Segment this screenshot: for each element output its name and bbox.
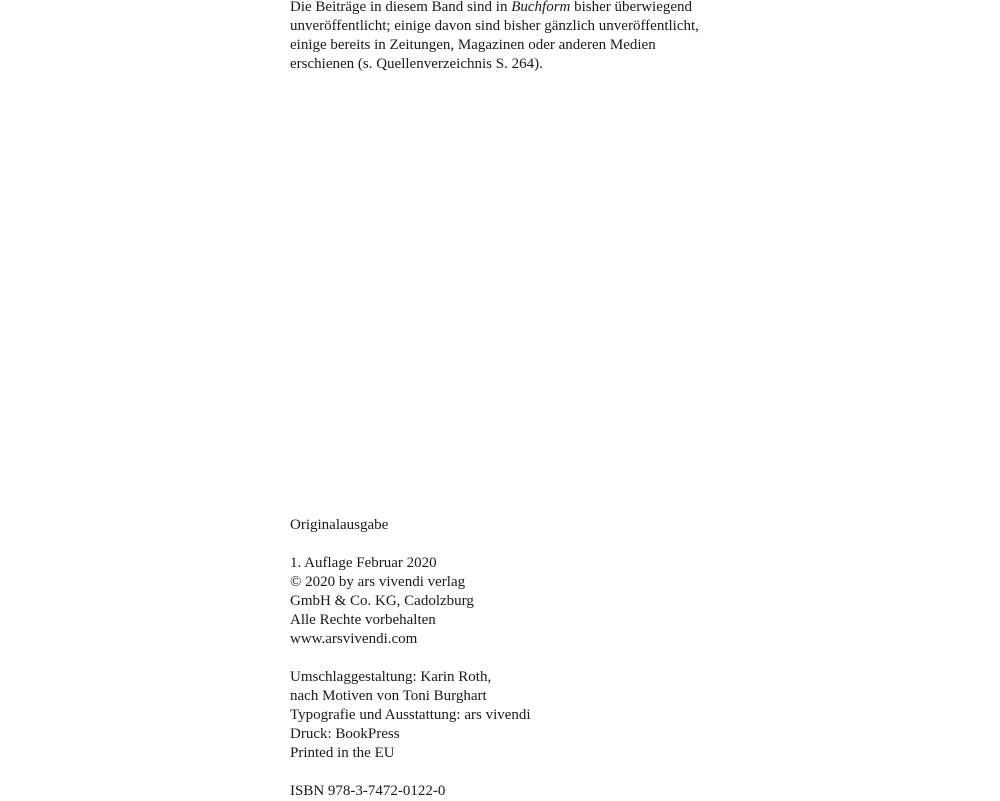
intro-text: [290, 0, 730, 74]
intro-line-4: erschienen (s. Quellenverzeichnis S. 264).: [290, 56, 543, 72]
spacer: [290, 649, 730, 668]
edition-type: Originalausgabe: [290, 517, 389, 533]
website-link[interactable]: www.arsvivendi.com: [290, 631, 418, 647]
intro-line-1-end: bisher überwiegend: [570, 0, 693, 15]
intro-paragraph: [290, 0, 730, 74]
spacer: [290, 535, 730, 554]
isbn: ISBN 978-3-7472-0122-0: [290, 783, 446, 799]
spacer: [290, 763, 730, 782]
cover-design-line-2: nach Motiven von Toni Burghart: [290, 688, 487, 704]
intro-line-1-start: Die Beiträge in diesem Band sind in: [290, 0, 512, 15]
print-credit: Druck: BookPress: [290, 726, 400, 742]
copyright-line-1: © 2020 by ars vivendi verlag: [290, 574, 466, 590]
typography-credit: Typografie und Ausstattung: ars vivendi: [290, 707, 531, 723]
intro-italic-word: Buchform: [511, 0, 571, 15]
edition: 1. Auflage Februar 2020: [290, 555, 437, 571]
printed-in: Printed in the EU: [290, 745, 395, 761]
intro-line-3: einige bereits in Zeitungen, Magazinen oder anderen Medien: [290, 37, 656, 53]
intro-line-2: unveröffentlicht; einige davon sind bisher gänzlich unveröffentlicht,: [290, 18, 699, 34]
imprint-block: [290, 516, 730, 801]
cover-design-line-1: Umschlaggestaltung: Karin Roth,: [290, 669, 492, 685]
copyright-line-2: GmbH & Co. KG, Cadolzburg: [290, 593, 474, 609]
intro-line-1: [290, 0, 730, 17]
rights-notice: Alle Rechte vorbehalten: [290, 612, 436, 628]
